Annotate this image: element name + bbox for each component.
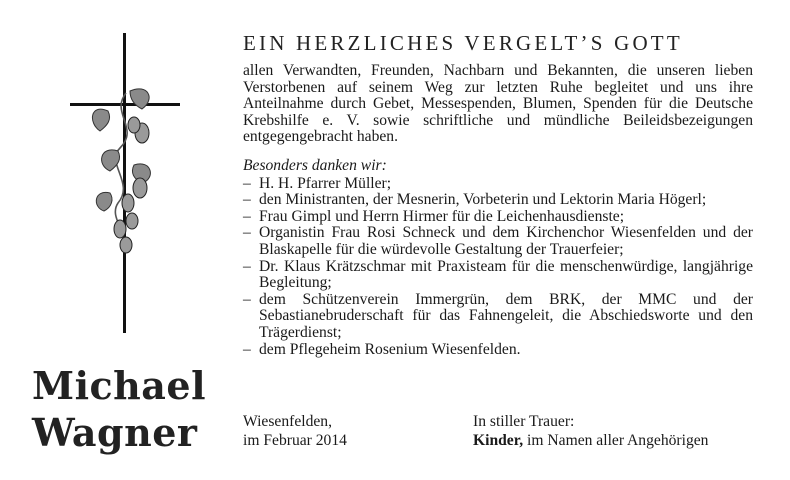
list-dash: – xyxy=(243,257,251,275)
intro-paragraph: allen Verwandten, Freunden, Nachbarn und Bekannten, die unseren lieben Verstorbenen auf seinem Weg zur letzten Ruhe begleitet und uns ihre Anteilnahme durch Gebet, Messespenden, Blumen, Spenden für die Deutsche Krebshilfe e. V. sowie schriftliche und mündliche Beileidsbezeigungen entgegengebracht haben. xyxy=(243,62,753,146)
list-item-text: H. H. Pfarrer Müller; xyxy=(259,174,392,192)
list-item xyxy=(243,259,753,292)
list-dash: – xyxy=(243,290,251,308)
list-dash: – xyxy=(243,174,251,192)
list-item-text: Organistin Frau Rosi Schneck und dem Kirchenchor Wiesenfelden und der Blaskapelle für die würdevolle Gestaltung der Trauerfeier; xyxy=(259,224,753,258)
list-item xyxy=(243,176,753,193)
list-dash: – xyxy=(243,207,251,225)
list-dash: – xyxy=(243,340,251,358)
footer-date: im Februar 2014 xyxy=(243,432,347,449)
list-item xyxy=(243,225,753,258)
thanks-title: Besonders danken wir: xyxy=(243,156,387,174)
mourning-label: In stiller Trauer: xyxy=(473,413,575,430)
list-item xyxy=(243,192,753,209)
mourners-bold: Kinder, xyxy=(473,432,524,449)
list-item-text: dem Pflegeheim Rosenium Wiesenfelden. xyxy=(259,340,521,358)
deceased-first-name: Michael xyxy=(32,363,206,408)
notice-content xyxy=(243,30,753,358)
list-dash: – xyxy=(243,191,251,209)
list-item-text: Dr. Klaus Krätzschmar mit Praxisteam für die menschenwürdige, langjährige Begleitung; xyxy=(259,257,753,292)
list-item xyxy=(243,292,753,342)
list-item-text: Frau Gimpl und Herrn Hirmer für die Leichenhausdienste; xyxy=(259,207,625,225)
list-dash: – xyxy=(243,224,251,242)
mourners-line xyxy=(473,431,708,450)
deceased-last-name: Wagner xyxy=(32,410,198,455)
thanks-list xyxy=(243,176,753,359)
list-item xyxy=(243,342,753,359)
list-item-text: dem Schützenverein Immergrün, dem BRK, der MMC und der Sebastianebruderschaft für das Fahnengeleit, die Abschiedsworte und den Trägerdienst; xyxy=(259,290,753,341)
page-title: EIN HERZLICHES VERGELT’S GOTT xyxy=(243,31,683,55)
cross-with-hops-icon xyxy=(60,33,190,333)
footer-place-date xyxy=(243,412,347,450)
footer-place: Wiesenfelden, xyxy=(243,413,332,430)
list-item xyxy=(243,209,753,226)
left-column xyxy=(0,0,235,480)
footer-mourners xyxy=(473,412,708,450)
list-item-text: den Ministranten, der Mesnerin, Vorbeterin und Lektorin Maria Högerl; xyxy=(259,191,707,209)
mourners-rest: im Namen aller Angehörigen xyxy=(523,432,709,449)
